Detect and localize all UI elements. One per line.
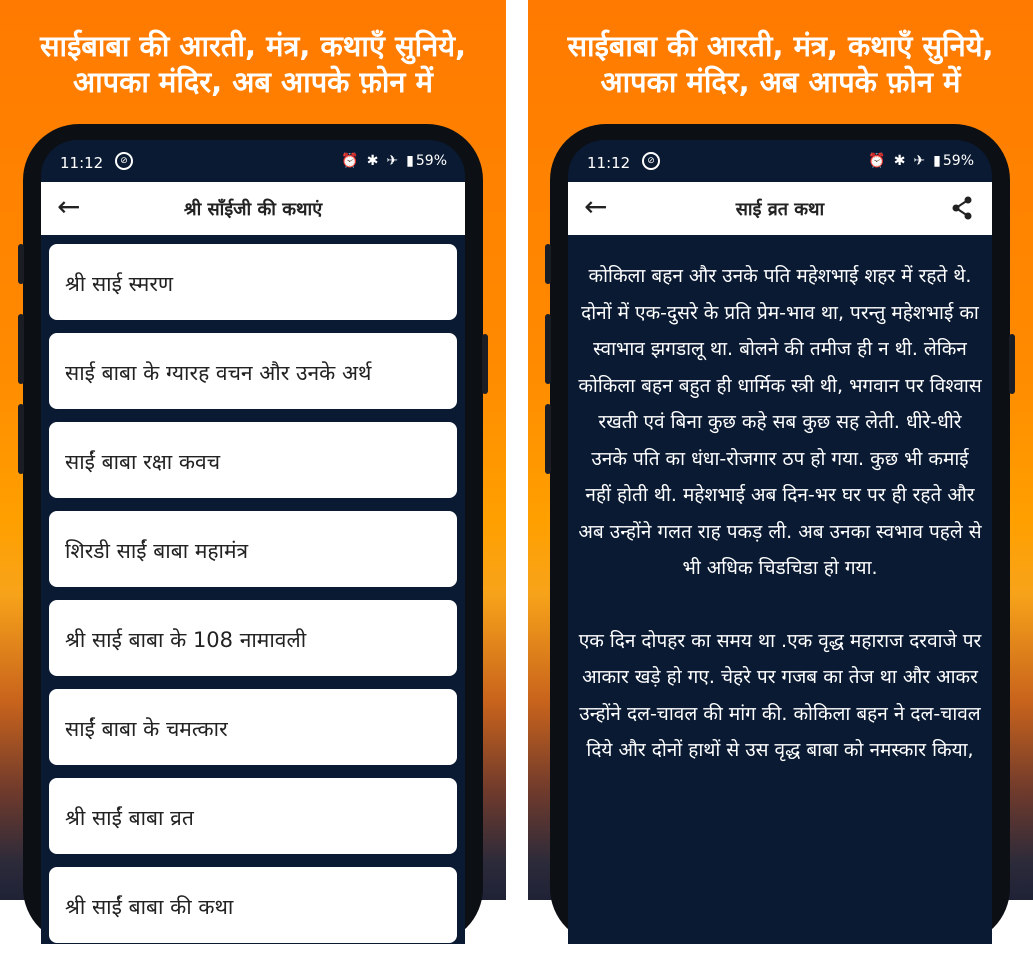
bluetooth-icon: ✱ xyxy=(893,153,906,169)
list-item-label: श्री साई बाबा के 108 नामावली xyxy=(65,628,307,652)
list-item[interactable] xyxy=(49,422,457,498)
back-arrow-icon[interactable]: ← xyxy=(584,190,608,223)
phone-frame xyxy=(23,124,483,944)
status-icons xyxy=(868,153,974,169)
battery-icon: ▮ xyxy=(933,153,941,169)
phone-power-button xyxy=(482,334,488,394)
phone-side-button xyxy=(18,244,24,284)
battery-level: 59% xyxy=(415,153,447,169)
list-item[interactable] xyxy=(49,244,457,320)
phone-side-button xyxy=(545,314,551,384)
list-item[interactable] xyxy=(49,511,457,587)
bluetooth-icon: ✱ xyxy=(366,153,379,169)
list-item[interactable] xyxy=(49,689,457,765)
phone-screen xyxy=(41,140,465,944)
list-item-label: शिरडी साईं बाबा महामंत्र xyxy=(65,539,249,563)
status-time: 11:12 xyxy=(60,154,104,172)
promo-headline-line1: साईबाबा की आरती, मंत्र, कथाएँ सुनिये, xyxy=(567,29,994,63)
app-bar xyxy=(568,182,992,235)
phone-power-button xyxy=(1009,334,1015,394)
share-icon[interactable] xyxy=(950,194,974,222)
page-title: श्री साँईजी की कथाएं xyxy=(183,199,323,220)
list-item-label: श्री साई स्मरण xyxy=(65,272,174,296)
alarm-icon: ⏰ xyxy=(868,153,886,169)
status-bar xyxy=(41,140,465,182)
phone-screen xyxy=(568,140,992,944)
promo-headline xyxy=(0,28,506,100)
battery-icon: ▮ xyxy=(406,153,414,169)
story-text xyxy=(578,258,982,805)
dnd-icon: ⊘ xyxy=(642,152,660,170)
promo-headline xyxy=(528,28,1033,100)
story-paragraph: एक दिन दोपहर का समय था .एक वृद्ध महाराज दरवाजे पर आकार खड़े हो गए. चेहरे पर गजब का तेज था और आकर उन्होंने दल-चावल की मांग की. कोकिला बहन ने दल-चावल दिये और दोनों हाथों से उस वृद्ध बाबा को नमस्कार किया, xyxy=(578,629,982,761)
alarm-icon: ⏰ xyxy=(341,153,359,169)
phone-side-button xyxy=(545,404,551,474)
list-item-label: साईं बाबा के चमत्कार xyxy=(65,717,228,741)
phone-side-button xyxy=(18,314,24,384)
list-item[interactable] xyxy=(49,333,457,409)
story-paragraph: कोकिला बहन और उनके पति महेशभाई शहर में रहते थे. दोनों में एक-दुसरे के प्रति प्रेम-भाव था, परन्तु महेशभाई का स्वाभाव झगडालू था. बोलने की तमीज ही न थी. लेकिन कोकिला बहन बहुत ही धार्मिक स्त्री थी, भगवान पर विश्वास रखती एवं बिना कुछ कहे सब कुछ सह लेती. धीरे-धीरे उनके पति का धंधा-रोजगार ठप हो गया. कुछ भी कमाई नहीं होती थी. महेशभाई अब दिन-भर घर पर ही रहते और अब उन्होंने गलत राह पकड़ ली. अब उनका स्वभाव पहले से भी अधिक चिडचिडा हो गया. xyxy=(578,265,982,579)
list-item[interactable] xyxy=(49,778,457,854)
list-item-label: साई बाबा के ग्यारह वचन और उनके अर्थ xyxy=(65,361,372,385)
phone-side-button xyxy=(545,244,551,284)
page-title: साई व्रत कथा xyxy=(735,199,825,220)
promo-headline-line1: साईबाबा की आरती, मंत्र, कथाएँ सुनिये, xyxy=(39,29,467,63)
phone-frame xyxy=(550,124,1010,944)
list-item[interactable] xyxy=(49,867,457,943)
phone-side-button xyxy=(18,404,24,474)
back-arrow-icon[interactable]: ← xyxy=(57,190,81,223)
list-item-label: श्री साईं बाबा की कथा xyxy=(65,895,234,919)
right-panel xyxy=(528,0,1033,900)
promo-headline-line2: आपका मंदिर, अब आपके फ़ोन में xyxy=(600,65,961,99)
battery-level: 59% xyxy=(942,153,974,169)
dnd-icon: ⊘ xyxy=(115,152,133,170)
list-item-label: श्री साईं बाबा व्रत xyxy=(65,806,194,830)
status-bar xyxy=(568,140,992,182)
story-list xyxy=(49,244,457,956)
status-time: 11:12 xyxy=(587,154,631,172)
list-item-label: साईं बाबा रक्षा कवच xyxy=(65,450,221,474)
status-icons xyxy=(341,153,447,169)
promo-headline-line2: आपका मंदिर, अब आपके फ़ोन में xyxy=(73,65,433,99)
left-panel xyxy=(0,0,506,919)
airplane-icon: ✈ xyxy=(386,153,399,169)
list-item[interactable] xyxy=(49,600,457,676)
airplane-icon: ✈ xyxy=(913,153,926,169)
app-bar xyxy=(41,182,465,235)
